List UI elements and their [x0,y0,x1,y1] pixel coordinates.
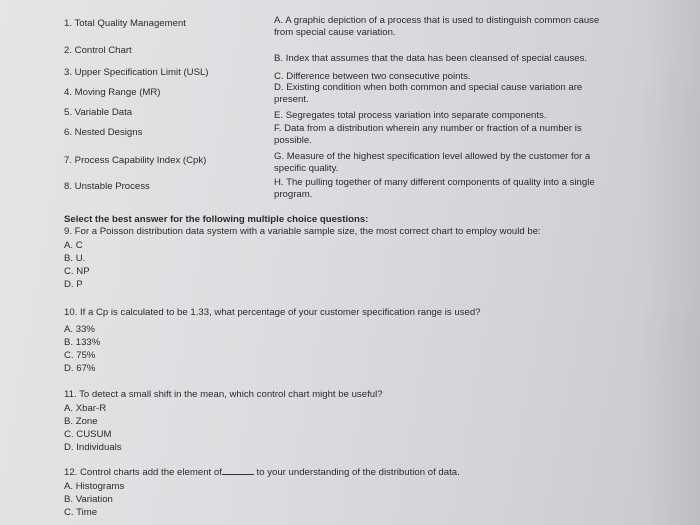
definition-h: H. The pulling together of many different components of quality into a single program. [274,177,595,200]
question-9: 9. For a Poisson distribution data system with a variable sample size, the most correct chart to employ would be: [64,226,541,237]
q10-option-b: B. 133% [64,337,101,348]
question-12 [64,467,460,479]
question-11: 11. To detect a small shift in the mean, which control chart might be useful? [64,389,383,400]
q11-option-b: B. Zone [64,416,98,427]
q9-option-d: D. P [64,279,83,290]
q9-option-a: A. C [64,240,83,251]
answer-blank [222,474,254,475]
q9-option-c: C. NP [64,266,90,277]
q12-option-c: C. Time [64,507,98,518]
definition-a: A. A graphic depiction of a process that is used to distinguish common cause from special cause variation. [274,15,600,38]
term-5: 5. Variable Data [64,107,133,118]
definition-g: G. Measure of the highest specification level allowed by the customer for a specific quality. [274,151,591,174]
instructions-heading: Select the best answer for the following multiple choice questions: [64,214,369,225]
q11-option-d: D. Individuals [64,442,122,453]
term-7: 7. Process Capability Index (Cpk) [64,155,207,166]
q12-option-a: A. Histograms [64,481,125,492]
q10-option-a: A. 33% [64,324,95,335]
q10-option-d: D. 67% [64,363,96,374]
term-3: 3. Upper Specification Limit (USL) [64,67,209,78]
q11-option-a: A. Xbar-R [64,403,107,414]
q9-option-b: B. U. [64,253,86,264]
q11-option-c: C. CUSUM [64,429,112,440]
term-1: 1. Total Quality Management [64,18,186,29]
term-2: 2. Control Chart [64,45,132,56]
definition-d: D. Existing condition when both common and special cause variation are present. [274,82,583,105]
question-12-text-after: to your understanding of the distribution of data. [256,467,460,478]
definition-c: C. Difference between two consecutive points. [274,71,471,82]
page-shadow [640,0,700,525]
q10-option-c: C. 75% [64,350,96,361]
term-6: 6. Nested Designs [64,127,143,138]
definition-f: F. Data from a distribution wherein any number or fraction of a number is possible. [274,123,582,146]
q12-option-b: B. Variation [64,494,113,505]
term-4: 4. Moving Range (MR) [64,87,161,98]
question-12-text-before: 12. Control charts add the element of [64,467,222,478]
term-8: 8. Unstable Process [64,181,150,192]
definition-b: B. Index that assumes that the data has been cleansed of special causes. [274,53,588,64]
definition-e: E. Segregates total process variation into separate components. [274,110,547,121]
question-10: 10. If a Cp is calculated to be 1.33, what percentage of your customer specification range is used? [64,307,481,318]
